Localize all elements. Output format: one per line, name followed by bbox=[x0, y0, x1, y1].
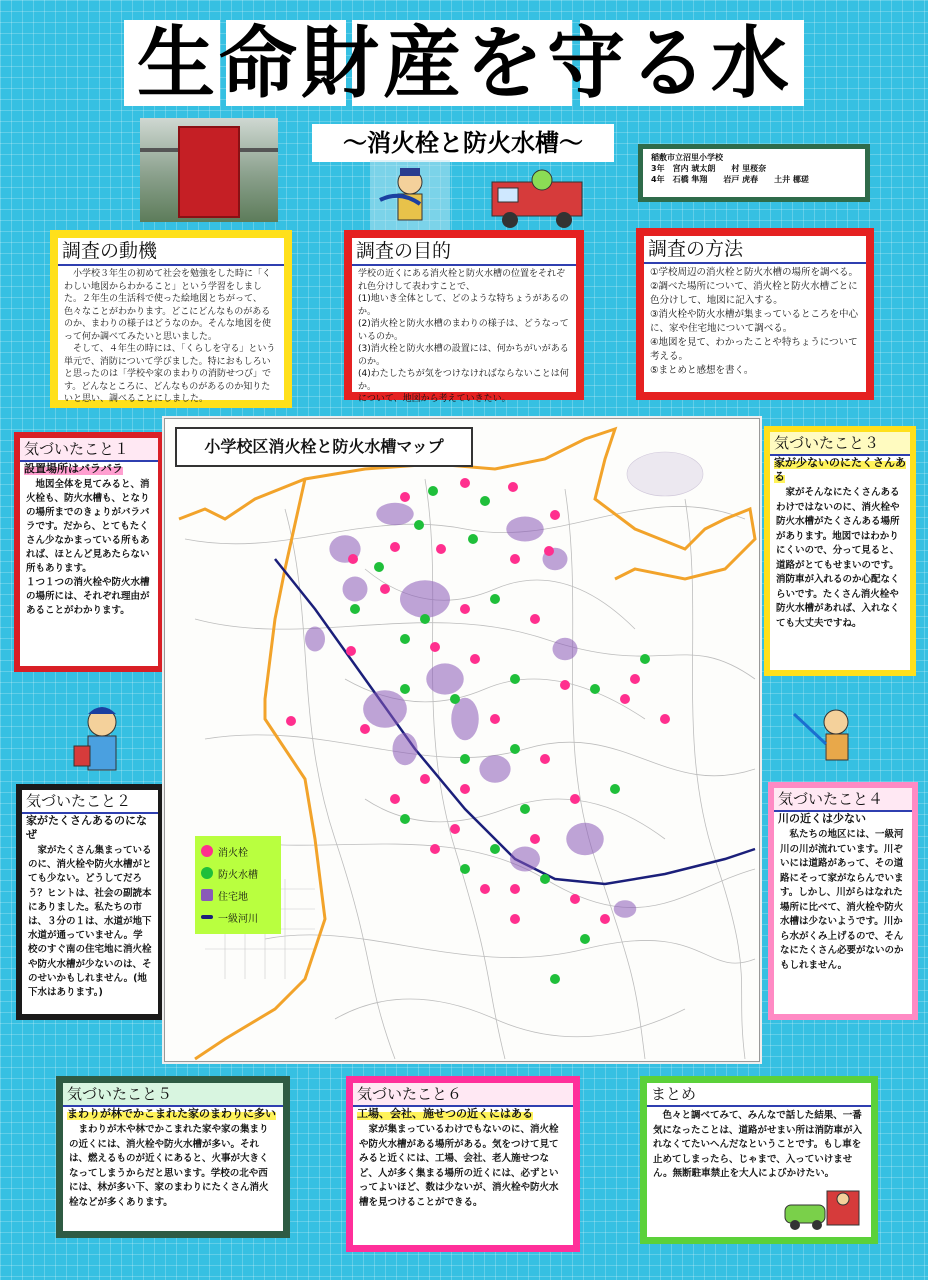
hydrant-marker bbox=[360, 724, 370, 734]
legend-river bbox=[201, 906, 275, 928]
map-legend bbox=[195, 836, 281, 934]
housing-area bbox=[343, 577, 368, 602]
map-roads bbox=[185, 479, 755, 1059]
tank-marker bbox=[540, 874, 550, 884]
tank-marker bbox=[350, 604, 360, 614]
hydrant-marker bbox=[560, 680, 570, 690]
motive-title: 調査の動機 bbox=[58, 238, 284, 266]
firefighter-illustration bbox=[370, 160, 450, 230]
tank-marker bbox=[490, 594, 500, 604]
tank-marker bbox=[468, 534, 478, 544]
hose-child-illustration bbox=[790, 704, 870, 766]
legend-river-swatch bbox=[201, 915, 213, 919]
hydrant-marker bbox=[450, 824, 460, 834]
tank-marker bbox=[490, 844, 500, 854]
note2-body: 家がたくさん集まっているのに、消火栓や防火水槽がとても少ない。どうしてだろう？ヒントは、社会の副読本にありました。私たちの市は、３分の１は、水道が地下水道が通っていません。学校のすぐ南の住宅地に消火栓や防火水槽が少ないのは、そのせいかもしれません。(地下水はあります。) bbox=[28, 845, 152, 999]
note4-subtitle: 川の近くは少ない bbox=[778, 812, 866, 825]
hydrant-marker bbox=[508, 482, 518, 492]
hydrant-marker bbox=[480, 884, 490, 894]
note1-box bbox=[14, 432, 164, 672]
hydrant-marker bbox=[430, 844, 440, 854]
hydrant-marker bbox=[346, 646, 356, 656]
hydrant-marker bbox=[348, 554, 358, 564]
legend-river-label: 一級河川 bbox=[218, 913, 258, 925]
note3-body: 家がそんなにたくさんあるわけではないのに、消火栓や防火水槽がたくさんある場所があります。地図ではわかりにくいので、分って見ると、道路がとてもせまいのです。消防車が入れるのか心配なくらいです。たくさん消火栓や防火水槽があれば、入れなくても大丈夫ですね。 bbox=[776, 487, 900, 629]
housing-area bbox=[305, 627, 325, 652]
note1-body: 地図全体を見てみると、消火栓も、防火水槽も、となりの場所までのきょりがバラバラです。だから、とてもたくさん少なかまっている所もあれば、ほとんど見あたらない所もあります。 １つ１つの消火栓や防火水槽の場所には、それぞれ理由があることがわかります。 bbox=[26, 479, 150, 616]
hydrant-marker bbox=[286, 716, 296, 726]
tank-marker bbox=[640, 654, 650, 664]
legend-housing-label: 住宅地 bbox=[218, 891, 248, 903]
legend-housing-swatch bbox=[201, 889, 213, 901]
legend-tank-label: 防火水槽 bbox=[218, 869, 258, 881]
note6-box bbox=[346, 1076, 580, 1252]
housing-area bbox=[426, 663, 464, 694]
legend-hydrant bbox=[201, 840, 275, 862]
tank-marker bbox=[460, 754, 470, 764]
hydrant-marker bbox=[550, 510, 560, 520]
hydrant-marker bbox=[436, 544, 446, 554]
housing-area bbox=[566, 823, 604, 856]
hydrant-marker bbox=[390, 794, 400, 804]
tank-marker bbox=[520, 804, 530, 814]
tank-marker bbox=[400, 814, 410, 824]
method-body: ①学校周辺の消火栓と防火水槽の場所を調べる。 ②調べた場所について、消火栓と防火水槽ごとに色分けして、地図に記入する。 ③消火栓や防火水槽が集まっているところを中心に、家や住宅地について調べる。 ④地図を見て、わかったことや特ちょうについて考える。 ⑤まとめと感想を書く。 bbox=[650, 267, 859, 376]
hydrant-marker bbox=[660, 714, 670, 724]
note5-body: まわりが木や林でかこまれた家や家の集まりの近くには、消火栓や防火水槽が多い。それは、燃えるものが近くにあると、火事が大きくなってしまうからだと思います。学校の北や西には、林が多い下、家のまわりにたくさん消火栓などが多くあります。 bbox=[69, 1124, 269, 1208]
hydrant-marker bbox=[380, 584, 390, 594]
legend-hydrant-label: 消火栓 bbox=[218, 847, 248, 859]
housing-area bbox=[400, 580, 450, 618]
hydrant-marker bbox=[510, 554, 520, 564]
method-title: 調査の方法 bbox=[644, 236, 866, 264]
housing-area bbox=[479, 755, 510, 783]
tank-marker bbox=[374, 562, 384, 572]
hydrant-marker bbox=[470, 654, 480, 664]
legend-hydrant-swatch bbox=[201, 845, 213, 857]
note5-subtitle: まわりが林でかこまれた家のまわりに多い bbox=[67, 1107, 276, 1120]
page-title: 生命財産を守る水 bbox=[136, 19, 793, 109]
tank-marker bbox=[420, 614, 430, 624]
car-and-truck-illustration bbox=[783, 1183, 863, 1231]
note1-subtitle: 設置場所はバラバラ bbox=[24, 462, 123, 475]
tank-marker bbox=[510, 744, 520, 754]
hydrant-marker bbox=[630, 674, 640, 684]
note2-subtitle: 家がたくさんあるのになぜ bbox=[26, 814, 147, 841]
tank-marker bbox=[400, 684, 410, 694]
hydrant-marker bbox=[620, 694, 630, 704]
tank-marker bbox=[590, 684, 600, 694]
note4-body: 私たちの地区には、一級河川の川が流れています。川ぞいには道路があって、その道路にそって家がならんでいます。しかし、川がらはなれた場所に比べて、消火栓や防火水槽は少ないようです。川から水がくみ上げるので、そんなにたくさん必要がないのかもしれません。 bbox=[780, 829, 904, 971]
map-drawing bbox=[165, 419, 761, 1063]
housing-area bbox=[506, 517, 544, 542]
hydrant-marker bbox=[430, 642, 440, 652]
motive-box bbox=[50, 230, 292, 408]
fire-truck-illustration bbox=[488, 168, 588, 230]
note2-title: 気づいたこと２ bbox=[22, 790, 158, 814]
track-field bbox=[627, 452, 703, 496]
method-box bbox=[636, 228, 874, 400]
note2-box bbox=[16, 784, 164, 1020]
tank-marker bbox=[480, 496, 490, 506]
summary-body: 色々と調べてみて、みんなで話した結果、一番気になったことは、道路がせまい所は消防車が入れなくてたいへんだなということです。もし車を止めてしまったら、じゃまで、入っていけません。無断駐車禁止を大人によびかけたい。 bbox=[653, 1110, 863, 1180]
summary-title: まとめ bbox=[647, 1083, 871, 1107]
river-line bbox=[275, 559, 755, 884]
note3-box bbox=[764, 426, 916, 676]
note6-subtitle: 工場、会社、施せつの近くにはある bbox=[357, 1107, 533, 1120]
tank-marker bbox=[580, 934, 590, 944]
hydrant-marker bbox=[530, 834, 540, 844]
note1-title: 気づいたこと１ bbox=[20, 438, 158, 462]
purpose-box bbox=[344, 230, 584, 404]
purpose-body: 学校の近くにある消火栓と防火水槽の位置をそれぞれ色分けして表わすことで、 (1)地いき全体として、どのような特ちょうがあるのか。 (2)消火栓と防火水槽のまわりの様子は、どうなっているのか。 (3)消火栓と防火水槽の設置には、何かちがいがあるのか。 (4)わたしたちが気をつけなければならないことは何か。 について、地図から考えていきたい。 bbox=[358, 269, 569, 404]
hydrant-marker bbox=[544, 546, 554, 556]
housing-area bbox=[614, 900, 637, 918]
housing-area bbox=[553, 638, 578, 661]
hydrant-marker bbox=[570, 794, 580, 804]
note4-box bbox=[768, 782, 918, 1020]
hydrant-marker bbox=[540, 754, 550, 764]
school-row-1: 3年 宮内 琥太朗 村 里桜奈 bbox=[651, 164, 767, 173]
housing-area bbox=[363, 690, 407, 728]
legend-housing bbox=[201, 884, 275, 906]
housing-area bbox=[376, 503, 414, 526]
hydrant-marker bbox=[570, 894, 580, 904]
tank-marker bbox=[460, 864, 470, 874]
note6-body: 家が集まっているわけでもないのに、消火栓や防火水槽がある場所がある。気をつけて見てみると近くには、工場、会社、老人施せつなど、人が多く集まる場所の近くには、必ずといってよいほど、数は少ないが、消火栓や防火水槽を見つけることができる。 bbox=[359, 1124, 559, 1208]
tank-marker bbox=[400, 634, 410, 644]
note3-subtitle: 家が少ないのにたくさんある bbox=[774, 456, 906, 483]
hydrant-marker bbox=[600, 914, 610, 924]
note6-title: 気づいたこと６ bbox=[353, 1083, 573, 1107]
tank-marker bbox=[450, 694, 460, 704]
tank-marker bbox=[610, 784, 620, 794]
hydrant-marker bbox=[510, 914, 520, 924]
note5-title: 気づいたこと５ bbox=[63, 1083, 283, 1107]
hydrant-marker bbox=[420, 774, 430, 784]
school-row-2: 4年 石橋 隼翔 岩戸 虎春 土井 梛瑳 bbox=[651, 175, 809, 184]
school-name: 稲敷市立沼里小学校 bbox=[651, 153, 723, 162]
tank-marker bbox=[414, 520, 424, 530]
tank-marker bbox=[428, 486, 438, 496]
hydrant-marker bbox=[460, 478, 470, 488]
hydrant-marker bbox=[390, 542, 400, 552]
note3-title: 気づいたこと３ bbox=[770, 432, 910, 456]
school-info bbox=[638, 144, 870, 202]
tank-marker bbox=[510, 674, 520, 684]
school-district-map bbox=[164, 418, 760, 1062]
note5-box bbox=[56, 1076, 290, 1238]
hydrant-marker bbox=[460, 604, 470, 614]
hydrant-photo bbox=[140, 118, 278, 222]
legend-tank-swatch bbox=[201, 867, 213, 879]
district-boundary bbox=[179, 429, 755, 1059]
housing-area bbox=[393, 733, 418, 766]
map-title: 小学校区消火栓と防火水槽マップ bbox=[175, 427, 473, 467]
page-subtitle: 〜消火栓と防火水槽〜 bbox=[312, 124, 614, 162]
purpose-title: 調査の目的 bbox=[352, 238, 576, 266]
summary-box bbox=[640, 1076, 878, 1244]
hydrant-marker bbox=[400, 492, 410, 502]
hydrant-marker bbox=[460, 784, 470, 794]
housing-area bbox=[451, 698, 479, 741]
hydrant-marker bbox=[530, 614, 540, 624]
note4-title: 気づいたこと４ bbox=[774, 788, 912, 812]
housing-areas bbox=[305, 503, 636, 918]
hydrant-box-image bbox=[178, 126, 240, 218]
tank-marker bbox=[550, 974, 560, 984]
legend-tank bbox=[201, 862, 275, 884]
housing-area bbox=[510, 847, 540, 872]
hydrant-marker bbox=[490, 714, 500, 724]
child-illustration bbox=[66, 700, 136, 780]
motive-body: 小学校３年生の初めて社会を勉強をした時に「くわしい地図からわかること」という学習をしました。２年生の生活科で使った絵地図とちがって、色々なことがわかります。どこにどんなものがあるのか、まわりの様子はどうなのか。そんな地図を使って何か調べてみたいと思いました。 そして、４年生の時には、「くらしを守る」という単元で、消防について学びました。特におもしろいと思ったのは「学校や家のまわりの消防せつび」です。どんなところに、どんなものがあるのか知りたいと思い、調べることにしました。 bbox=[64, 269, 276, 404]
hydrant-marker bbox=[510, 884, 520, 894]
